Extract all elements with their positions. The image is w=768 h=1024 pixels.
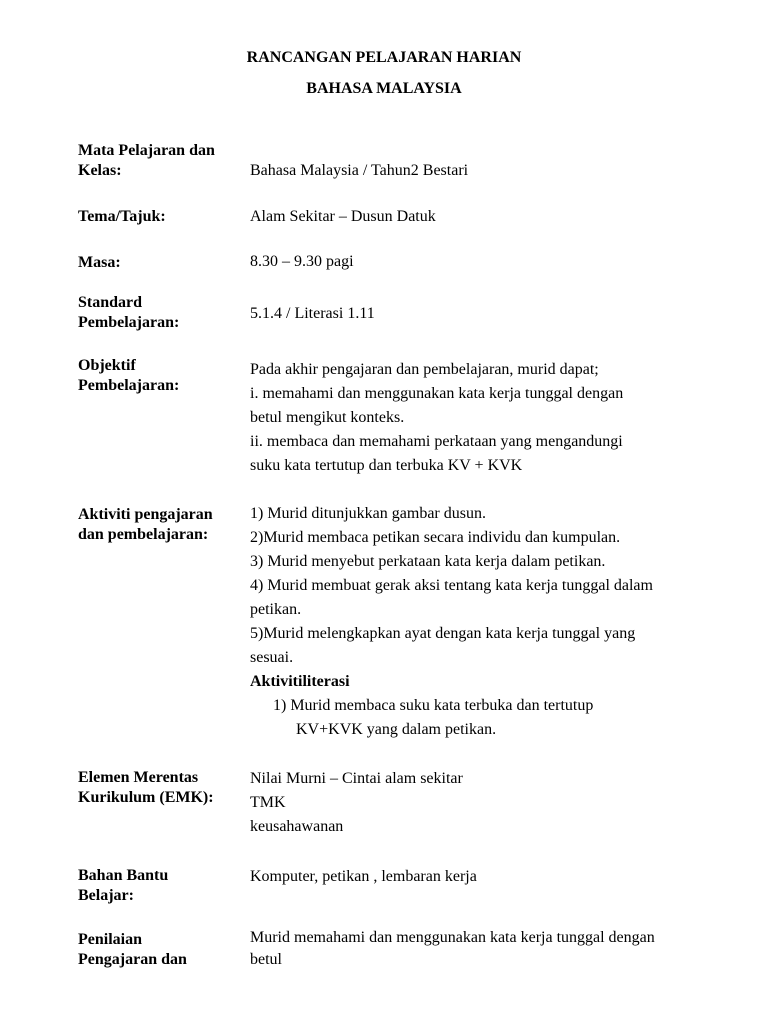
- label-mata-pelajaran: [78, 141, 248, 181]
- aktiviti-line: 5)Murid melengkapkan ayat dengan kata kerja tunggal yang: [250, 625, 636, 642]
- value-mata-pelajaran: Bahasa Malaysia / Tahun2 Bestari: [250, 162, 469, 179]
- label-penilaian: [78, 930, 248, 970]
- objektif-line: Pada akhir pengajaran dan pembelajaran, murid dapat;: [250, 361, 599, 378]
- aktiviti-line: 3) Murid menyebut perkataan kata kerja dalam petikan.: [250, 553, 606, 570]
- label-emk-line2: Kurikulum (EMK):: [78, 789, 214, 806]
- objektif-line: i. memahami dan menggunakan kata kerja tunggal dengan: [250, 385, 624, 402]
- label-mata-pelajaran-line1: Mata Pelajaran dan: [78, 142, 215, 159]
- label-penilaian-line2: Pengajaran dan: [78, 951, 187, 968]
- aktiviti-literasi-line: KV+KVK yang dalam petikan.: [296, 721, 497, 738]
- penilaian-line: Murid memahami dan menggunakan kata kerja tunggal dengan: [250, 929, 655, 946]
- aktiviti-literasi-line: 1) Murid membaca suku kata terbuka dan tertutup: [273, 697, 594, 714]
- penilaian-line: betul: [250, 951, 282, 968]
- aktiviti-line: 4) Murid membuat gerak aksi tentang kata kerja tunggal dalam: [250, 577, 653, 594]
- aktiviti-line: petikan.: [250, 601, 302, 618]
- label-mata-pelajaran-line2: Kelas:: [78, 162, 122, 179]
- value-tema: Alam Sekitar – Dusun Datuk: [250, 208, 436, 225]
- label-objektif-line2: Pembelajaran:: [78, 377, 180, 394]
- value-bahan: Komputer, petikan , lembaran kerja: [250, 868, 477, 885]
- document-subtitle: BAHASA MALAYSIA: [306, 80, 462, 97]
- label-penilaian-line1: Penilaian: [78, 931, 143, 948]
- emk-line: Nilai Murni – Cintai alam sekitar: [250, 770, 463, 787]
- label-aktiviti: [78, 505, 248, 545]
- value-emk: [250, 767, 720, 839]
- label-tema: Tema/Tajuk:: [78, 208, 166, 225]
- label-aktiviti-line2: dan pembelajaran:: [78, 526, 209, 543]
- label-standard-line1: Standard: [78, 294, 143, 311]
- label-standard: [78, 293, 248, 333]
- aktiviti-line: 1) Murid ditunjukkan gambar dusun.: [250, 505, 486, 522]
- label-bahan: [78, 866, 248, 906]
- objektif-line: ii. membaca dan memahami perkataan yang mengandungi: [250, 433, 623, 450]
- label-bahan-line2: Belajar:: [78, 887, 134, 904]
- emk-line: keusahawanan: [250, 818, 344, 835]
- value-objektif: [250, 358, 720, 478]
- objektif-line: betul mengikut konteks.: [250, 409, 405, 426]
- aktiviti-line: sesuai.: [250, 649, 294, 666]
- document-title: RANCANGAN PELAJARAN HARIAN: [246, 49, 522, 66]
- label-objektif: [78, 356, 248, 396]
- label-aktiviti-line1: Aktiviti pengajaran: [78, 506, 213, 523]
- aktiviti-line: 2)Murid membaca petikan secara individu dan kumpulan.: [250, 529, 621, 546]
- value-masa: 8.30 – 9.30 pagi: [250, 253, 354, 270]
- value-penilaian: [250, 927, 720, 971]
- label-objektif-line1: Objektif: [78, 357, 136, 374]
- emk-line: TMK: [250, 794, 286, 811]
- label-emk: [78, 768, 248, 808]
- label-masa: Masa:: [78, 254, 121, 271]
- objektif-line: suku kata tertutup dan terbuka KV + KVK: [250, 457, 523, 474]
- value-aktiviti: [250, 502, 720, 742]
- label-bahan-line1: Bahan Bantu: [78, 867, 169, 884]
- label-emk-line1: Elemen Merentas: [78, 769, 199, 786]
- aktiviti-literasi-heading: Aktivitiliterasi: [250, 673, 350, 690]
- label-standard-line2: Pembelajaran:: [78, 314, 180, 331]
- value-standard: 5.1.4 / Literasi 1.11: [250, 305, 375, 322]
